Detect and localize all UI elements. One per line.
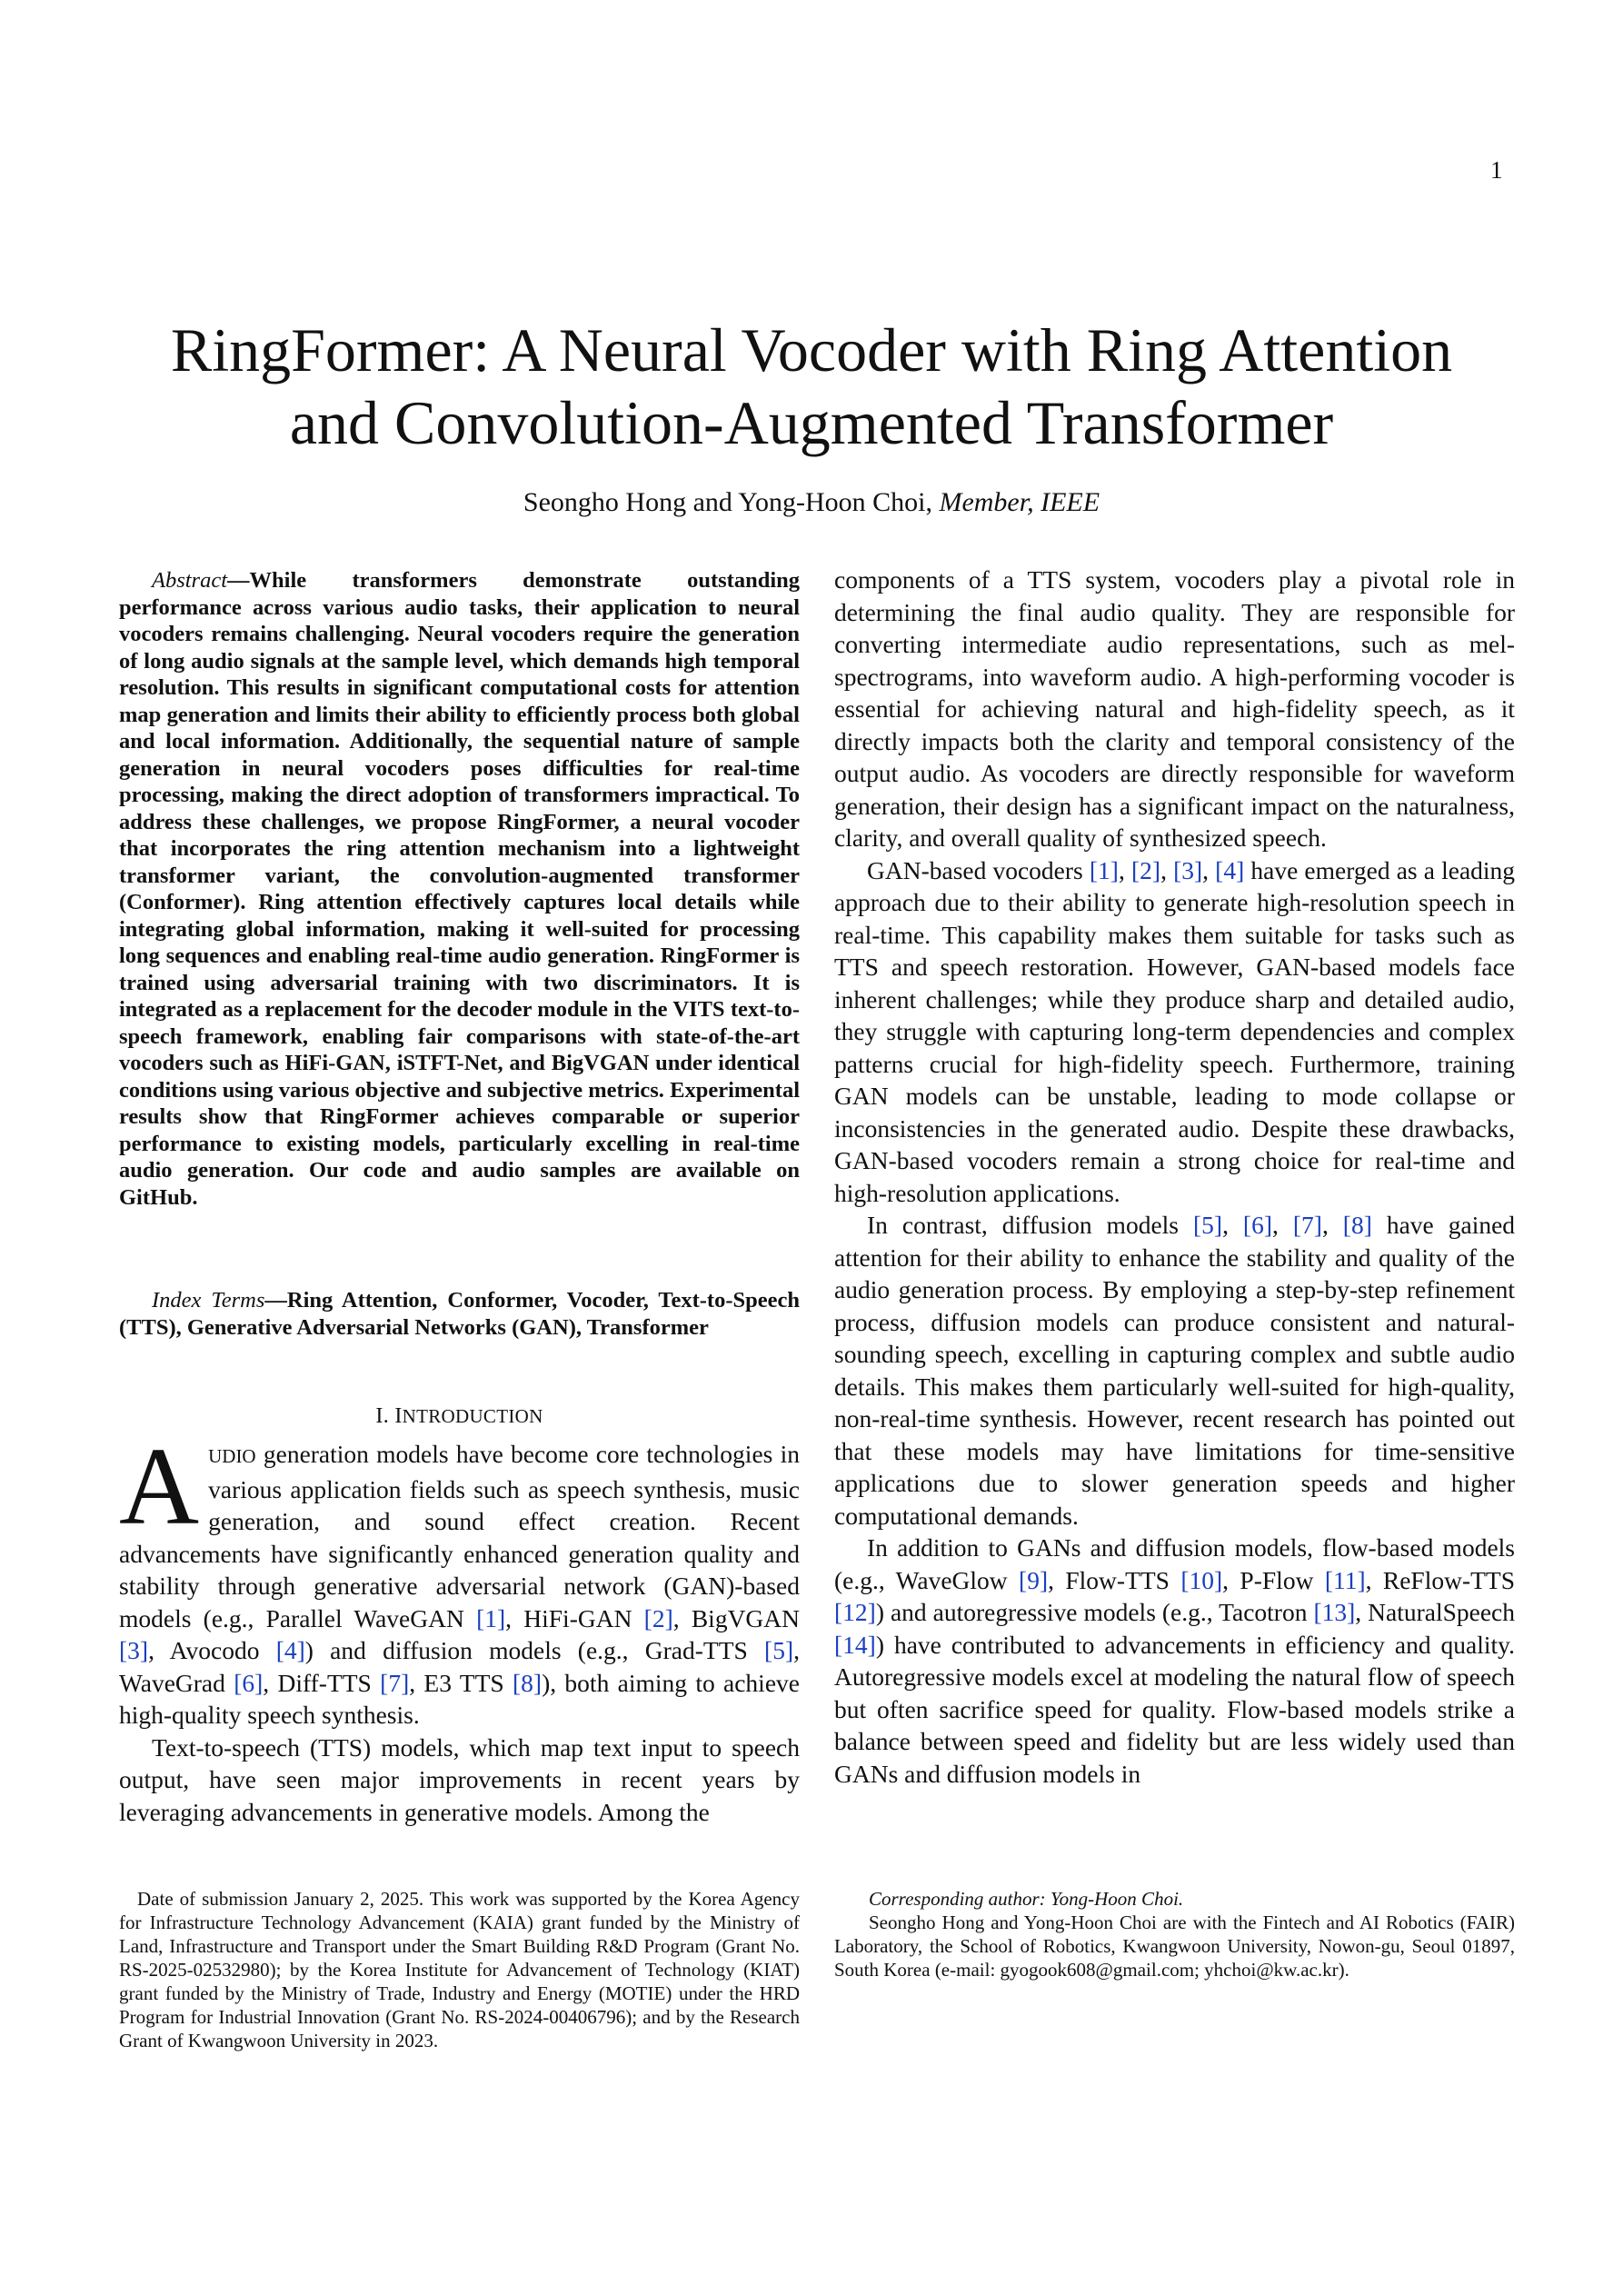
body-text: , NaturalSpeech <box>1355 1598 1515 1626</box>
intro-text: , BigVGAN <box>672 1603 801 1632</box>
body-text: ) and autoregressive models (e.g., Tacotron <box>875 1598 1314 1626</box>
abstract <box>119 567 800 1211</box>
section-heading-introduction <box>119 1404 800 1429</box>
body-text: GAN-based vocoders <box>867 855 1090 884</box>
abstract-lead: Abstract <box>152 568 228 593</box>
right-paragraph-2 <box>834 854 1515 1210</box>
body-text: In contrast, diffusion models <box>867 1211 1193 1239</box>
separator: , <box>1160 855 1174 884</box>
citation-link[interactable]: [2] <box>1130 855 1161 884</box>
intro-text: , E3 TTS <box>409 1668 513 1697</box>
body-text: have emerged as a leading approach due to their ability to generate high-resolution speech in real-time. This capability makes them suitable for tasks such as TTS and speech restoration. However, GAN-based models face inherent challenges; while they produce sharp and detailed audio, they struggle with capturing long-term dependencies and complex patterns crucial for high-fidelity speech. Furthermore, training GAN models can be unstable, leading to mode collapse or inconsistencies in the generated audio. Despite these drawbacks, GAN-based vocoders remain a strong choice for real-time and high-resolution applications. <box>834 855 1516 1207</box>
separator: , <box>1118 855 1131 884</box>
body-text: , Flow-TTS <box>1048 1565 1181 1594</box>
separator: , <box>1272 1211 1293 1239</box>
body-text: ) have contributed to advancements in efficiency and quality. Autoregressive models excel at modeling the natural flow of speech but often sacrifice speed for quality. Flow-based models strike a balance between speed and fidelity but are less widely used than GANs and diffusion models in <box>834 1630 1515 1788</box>
right-paragraph-1: components of a TTS system, vocoders play a pivotal role in determining the final audio quality. They are responsible for converting intermediate audio representations, such as mel-spectrograms, into waveform audio. A high-performing vocoder is essential for achieving natural and high-fidelity speech, as it directly impacts both the clarity and temporal consistency of the output audio. As vocoders are directly responsible for waveform generation, their design has a significant impact on the naturalness, clarity, and overall quality of synthesized speech. <box>834 565 1515 852</box>
index-terms-lead: Index Terms <box>152 1288 265 1313</box>
citation-link[interactable]: [6] <box>234 1668 264 1697</box>
citation-link[interactable]: [2] <box>643 1603 673 1632</box>
citation-link[interactable]: [4] <box>1215 855 1245 884</box>
citation-link[interactable]: [1] <box>1089 855 1119 884</box>
intro-text: , WaveGrad <box>119 1636 800 1697</box>
body-text: In addition to GANs and diffusion models, flow-based models (e.g., WaveGlow <box>834 1533 1515 1594</box>
citation-link[interactable]: [9] <box>1019 1565 1049 1594</box>
citation-link[interactable]: [12] <box>834 1598 876 1626</box>
paper-title <box>91 314 1532 459</box>
body-text: have gained attention for their ability to enhance the stability and quality of the audio generation process. By employing a step-by-step refinement process, diffusion models can produce consistent and natural-sounding speech, excelling in capturing complex and subtle audio details. This makes them particularly well-suited for high-quality, non-real-time synthesis. However, recent research has pointed out that these models may have limitations for time-sensitive applications due to slower generation speeds and higher computational demands. <box>834 1211 1516 1530</box>
drop-cap: A <box>119 1425 200 1548</box>
separator: , <box>1222 1211 1243 1239</box>
body-text: , P-Flow <box>1222 1565 1325 1594</box>
citation-link[interactable]: [5] <box>1192 1211 1223 1239</box>
abstract-text: —While transformers demonstrate outstanding performance across various audio tasks, their application to neural vocoders remains challenging. Neural vocoders require the generation of long audio signals at the sample level, which demands high temporal resolution. This results in significant computational costs for attention map generation and limits their ability to efficiently process both global and local information. Additionally, the sequential nature of sample generation in neural vocoders poses difficulties for real-time processing, making the direct adoption of transformers impractical. To address these challenges, we propose RingFormer, a neural vocoder that incorporates the ring attention mechanism into a lightweight transformer variant, the convolution-augmented transformer (Conformer). Ring attention effectively captures local details while integrating global information, making it well-suited for processing long sequences and enabling real-time audio generation. RingFormer is trained using adversarial training with two discriminators. It is integrated as a replacement for the decoder module in the VITS text-to-speech framework, enabling fair comparisons with state-of-the-art vocoders such as HiFi-GAN, iSTFT-Net, and BigVGAN under identical conditions using various objective and subjective metrics. Experimental results show that RingFormer achieves comparable or superior performance to existing models, particularly excelling in real-time audio generation. Our code and audio samples are available on GitHub. <box>119 568 800 1210</box>
intro-text: ) and diffusion models (e.g., Grad-TTS <box>304 1636 765 1664</box>
index-terms <box>119 1287 800 1341</box>
citation-link[interactable]: [3] <box>1173 855 1203 884</box>
citation-link[interactable]: [3] <box>119 1636 149 1664</box>
section-number: I. I <box>375 1404 403 1428</box>
body-text: , ReFlow-TTS <box>1365 1565 1516 1594</box>
separator: , <box>1321 1211 1343 1239</box>
separator: , <box>1202 855 1216 884</box>
citation-link[interactable]: [8] <box>1342 1211 1372 1239</box>
intro-text: generation models have become core technologies in various application fields such as speech synthesis, music generation, and sound effect creation. Recent advancements have significantly enhanced generation quality and stability through generative adversarial network (GAN)-based models (e.g., Parallel WaveGAN <box>119 1440 800 1632</box>
footnote-affiliation-block <box>834 1887 1515 1982</box>
title-line-1: RingFormer: A Neural Vocoder with Ring Attention <box>170 315 1453 384</box>
authors: Seongho Hong and Yong-Hoon Choi, <box>523 487 940 517</box>
author-line <box>91 487 1532 518</box>
citation-link[interactable]: [5] <box>764 1636 794 1664</box>
index-terms-text: —Ring Attention, Conformer, Vocoder, Text-to-Speech (TTS), Generative Adversarial Networks (GAN), Transformer <box>119 1288 801 1340</box>
citation-link[interactable]: [11] <box>1324 1565 1366 1594</box>
intro-paragraph-1 <box>119 1425 801 1732</box>
citation-link[interactable]: [6] <box>1242 1211 1272 1239</box>
citation-link[interactable]: [4] <box>275 1636 305 1664</box>
citation-link[interactable]: [1] <box>476 1603 506 1632</box>
author-affiliation: Member, IEEE <box>939 487 1100 517</box>
intro-text: , Avocodo <box>148 1636 276 1664</box>
citation-link[interactable]: [8] <box>513 1668 543 1697</box>
citation-link[interactable]: [7] <box>1292 1211 1322 1239</box>
intro-paragraph-2: Text-to-speech (TTS) models, which map text input to speech output, have seen major improvements in recent years by leveraging advancements in generative models. Among the <box>119 1732 800 1826</box>
citation-link[interactable]: [10] <box>1180 1565 1223 1594</box>
citation-link[interactable]: [13] <box>1313 1598 1356 1626</box>
intro-smallcaps: UDIO <box>208 1445 256 1467</box>
introduction-left-column <box>119 1425 801 1828</box>
title-line-2: and Convolution-Augmented Transformer <box>289 388 1334 457</box>
section-title: NTRODUCTION <box>402 1405 543 1427</box>
citation-link[interactable]: [14] <box>834 1630 876 1659</box>
footnote-corresponding-author: Corresponding author: Yong-Hoon Choi. <box>869 1888 1184 1910</box>
footnote-funding: Date of submission January 2, 2025. This work was supported by the Korea Agency for Infrastructure Technology Advancement (KAIA) grant funded by the Ministry of Land, Infrastructure and Transport under the Smart Building R&D Program (Grant No. RS-2025-02532980); by the Korea Institute for Advancement of Technology (KIAT) grant funded by the Ministry of Trade, Industry and Energy (MOTIE) under the HRD Program for Industrial Innovation (Grant No. RS-2024-00406796); and by the Research Grant of Kwangwoon University in 2023. <box>119 1888 800 2051</box>
right-paragraph-3 <box>834 1209 1515 1532</box>
intro-text: ), both aiming to achieve high-quality speech synthesis. <box>119 1668 800 1729</box>
right-paragraph-4 <box>834 1532 1515 1790</box>
introduction-right-column <box>834 564 1515 1790</box>
footnote-affiliation: Seongho Hong and Yong-Hoon Choi are with the Fintech and AI Robotics (FAIR) Laboratory, the School of Robotics, Kwangwoon University, Nowon-gu, Seoul 01897, South Korea (e-mail: gyogook608@gmail.com; yhchoi@kw.ac.kr). <box>834 1912 1515 1981</box>
citation-link[interactable]: [7] <box>380 1668 410 1697</box>
intro-text: , HiFi-GAN <box>505 1603 644 1632</box>
page-number: 1 <box>1490 156 1503 184</box>
intro-text: , Diff-TTS <box>263 1668 381 1697</box>
